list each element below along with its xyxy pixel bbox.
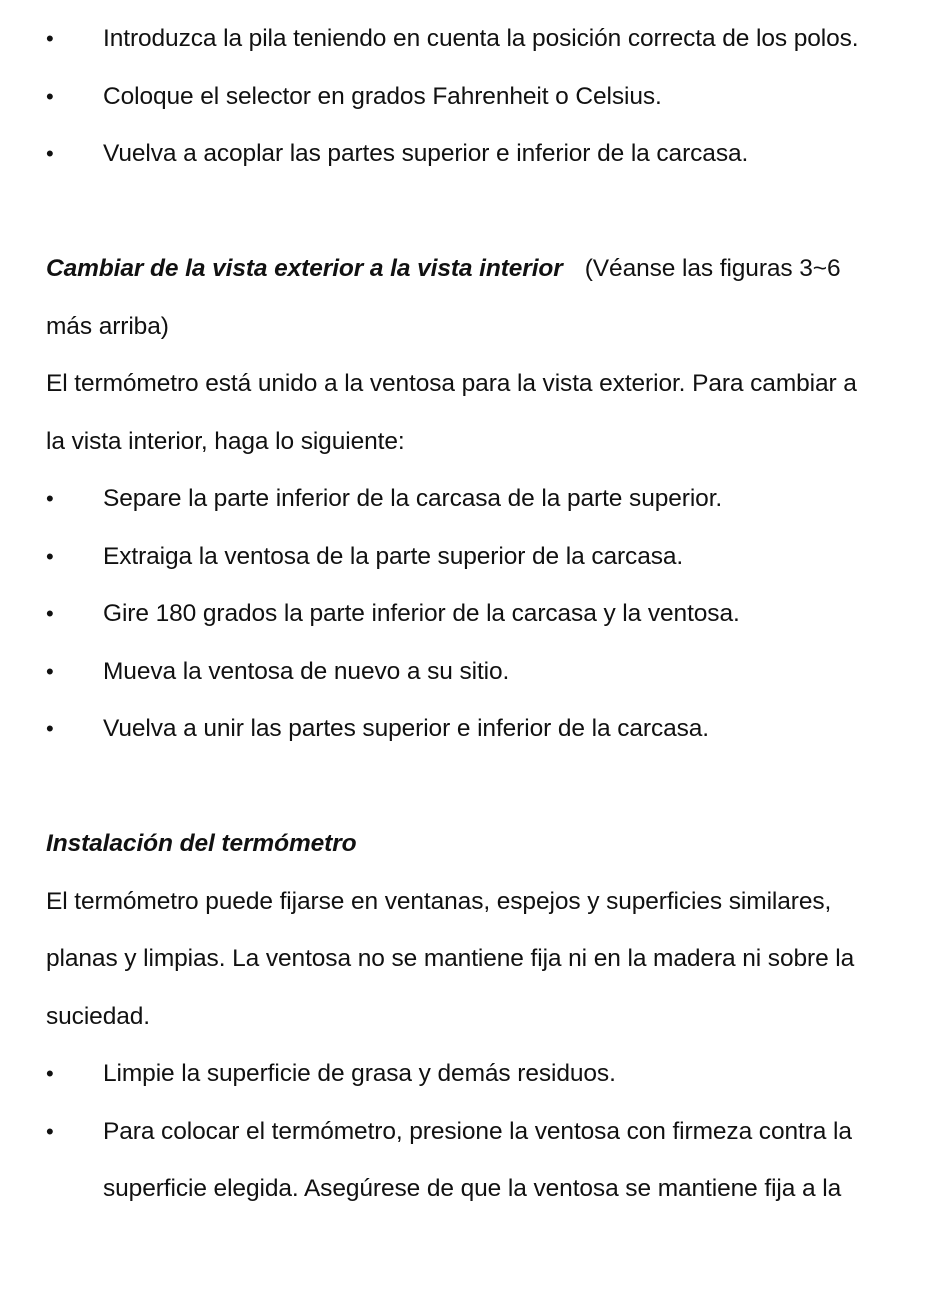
battery-steps-list [46, 10, 906, 183]
bullet-icon: • [46, 1061, 54, 1086]
list-item [46, 1103, 906, 1218]
bullet-icon: • [46, 83, 54, 109]
bullet-icon: • [46, 26, 54, 51]
intro-paragraph-line: planas y limpias. La ventosa no se mantiene fija ni en la madera ni sobre la [46, 945, 855, 972]
list-item [46, 1045, 906, 1103]
list-item-text: Limpie la superficie de grasa y demás residuos. [103, 1060, 616, 1087]
list-item [46, 643, 906, 701]
bullet-icon: • [46, 601, 54, 626]
list-item-text: Coloque el selector en grados Fahrenheit o Celsius. [103, 82, 662, 110]
intro-paragraph-line: El termómetro puede fijarse en ventanas, espejos y superficies similares, [46, 887, 832, 915]
section-heading: Instalación del termómetro [46, 830, 357, 857]
bullet-icon: • [46, 1118, 54, 1144]
list-item-text: Vuelva a acoplar las partes superior e inferior de la carcasa. [103, 140, 749, 167]
installation-section [46, 815, 906, 1218]
list-item [46, 470, 906, 528]
figure-reference-continued: más arriba) [46, 312, 169, 340]
list-item-text: Mueva la ventosa de nuevo a su sitio. [103, 657, 510, 685]
document-page [46, 10, 906, 1218]
bullet-icon: • [46, 658, 54, 684]
view-change-section [46, 240, 906, 758]
list-item [46, 10, 906, 68]
list-item-text: Para colocar el termómetro, presione la ventosa con firmeza contra la [103, 1117, 852, 1145]
intro-paragraph-line: El termómetro está unido a la ventosa para la vista exterior. Para cambiar a [46, 370, 857, 397]
paragraph-spacer [46, 758, 906, 816]
section-heading-line [46, 815, 906, 873]
bullet-icon: • [46, 486, 54, 511]
list-item [46, 68, 906, 126]
installation-steps-list [46, 1045, 906, 1218]
bullet-icon: • [46, 141, 54, 166]
figure-reference: (Véanse las figuras 3~6 [584, 255, 841, 282]
intro-paragraph-line: suciedad. [46, 1002, 150, 1030]
list-item [46, 528, 906, 586]
view-change-steps-list [46, 470, 906, 758]
list-item-text: Separe la parte inferior de la carcasa de la parte superior. [103, 485, 723, 512]
intro-paragraph-line: la vista interior, haga lo siguiente: [46, 427, 405, 455]
list-item [46, 700, 906, 758]
section-heading: Cambiar de la vista exterior a la vista interior [46, 255, 563, 282]
list-item-text: Introduzca la pila teniendo en cuenta la posición correcta de los polos. [103, 25, 859, 52]
paragraph-spacer [46, 183, 906, 241]
bullet-icon: • [46, 716, 54, 741]
section-heading-line [46, 240, 906, 298]
list-item-text: Vuelva a unir las partes superior e inferior de la carcasa. [103, 715, 710, 742]
list-item-text-continued: superficie elegida. Asegúrese de que la ventosa se mantiene fija a la [103, 1175, 842, 1202]
list-item [46, 585, 906, 643]
list-item [46, 125, 906, 183]
list-item-text: Gire 180 grados la parte inferior de la carcasa y la ventosa. [103, 600, 740, 627]
bullet-icon: • [46, 543, 54, 569]
list-item-text: Extraiga la ventosa de la parte superior de la carcasa. [103, 542, 684, 570]
